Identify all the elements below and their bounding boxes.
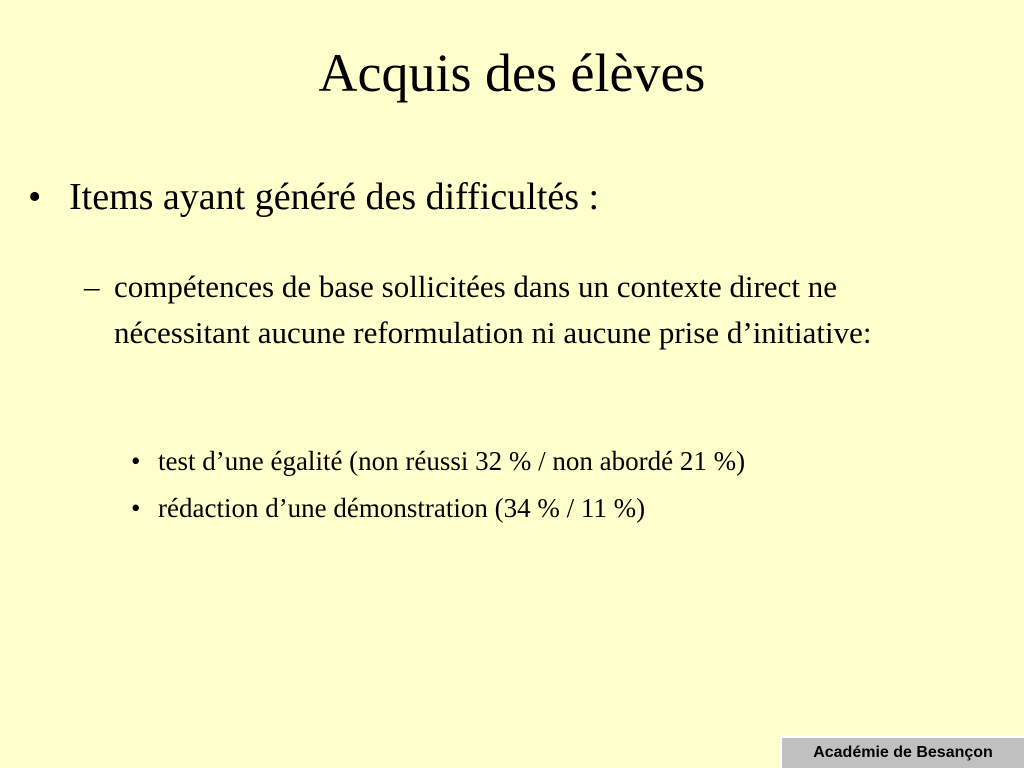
bullet-marker: • — [131, 493, 141, 523]
dash-marker: – — [84, 269, 100, 304]
bullet-level2-text: compétences de base sollicitées dans un contexte direct ne nécessitant aucune reformulation ni aucune prise d’initiative: — [114, 269, 872, 350]
bullet-level3-text: test d’une égalité (non réussi 32 % / non abordé 21 %) — [158, 446, 746, 476]
bullet-level3-text: rédaction d’une démonstration (34 % / 11 %) — [158, 493, 646, 523]
bullet-marker: • — [28, 176, 42, 218]
footer-label: Académie de Besançon — [780, 736, 1024, 768]
slide-title: Acquis des élèves — [318, 43, 706, 103]
bullet-level1-text: Items ayant généré des difficultés : — [69, 176, 600, 218]
bullet-marker: • — [131, 446, 141, 476]
bullet-level2 — [84, 264, 964, 356]
